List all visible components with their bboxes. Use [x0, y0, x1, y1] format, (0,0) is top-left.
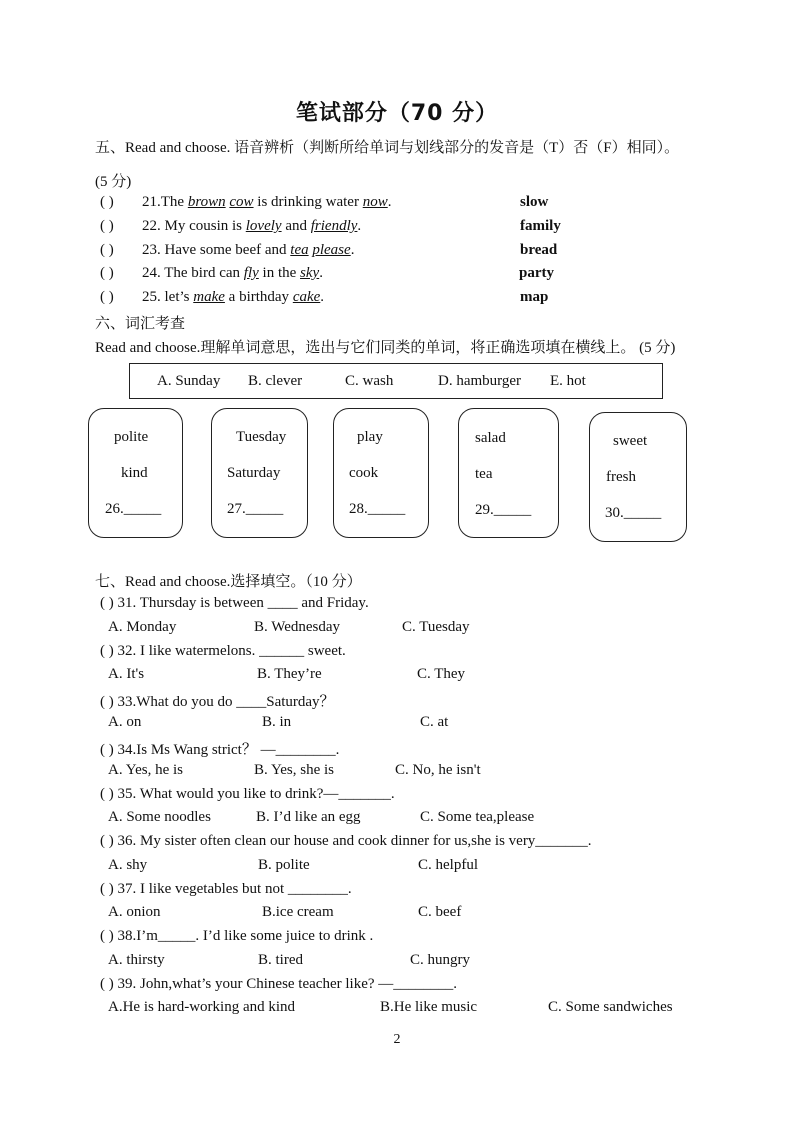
page-number: 2: [393, 1032, 401, 1047]
answer-bracket[interactable]: ( ): [100, 218, 114, 234]
question-stem: ( ) 34.Is Ms Wang strict？ —________.: [100, 742, 340, 758]
underlined-word: make: [193, 289, 225, 305]
section5-score: (5 分): [95, 174, 132, 190]
card-blank[interactable]: 27._____: [227, 501, 284, 517]
phonics-item: [100, 218, 361, 235]
section5-heading: 五、Read and choose. 语音辨析（判断所给单词与划线部分的发音是（T）否（F）相同）。: [95, 140, 680, 156]
question-stem: ( ) 33.What do you do ____Saturday？: [100, 694, 335, 710]
underlined-word: now: [362, 194, 388, 210]
card-word: Tuesday: [236, 429, 287, 445]
underlined-word: sky: [300, 265, 320, 281]
option-a: A. Sunday: [157, 373, 221, 389]
sentence-text: .: [350, 242, 355, 258]
choice-c[interactable]: C. beef: [418, 904, 462, 920]
card-word: polite: [114, 429, 149, 445]
option-e: E. hot: [550, 373, 586, 389]
word-card: [458, 408, 559, 538]
card-blank[interactable]: 29._____: [475, 502, 532, 518]
compare-word: bread: [520, 242, 558, 258]
card-word: Saturday: [227, 465, 281, 481]
choice-a[interactable]: A. on: [108, 714, 142, 730]
question-stem: ( ) 37. I like vegetables but not ________.: [100, 881, 352, 897]
sentence-text: .: [319, 265, 323, 281]
choice-c[interactable]: C. helpful: [418, 857, 478, 873]
card-word: cook: [349, 465, 379, 481]
underlined-word: cow: [229, 194, 254, 210]
answer-bracket[interactable]: ( ): [100, 265, 114, 281]
sentence-text: 24. The bird can: [142, 265, 244, 281]
underlined-word: tea: [290, 242, 309, 258]
card-word: fresh: [606, 469, 636, 485]
question-stem: ( ) 31. Thursday is between ____ and Friday.: [100, 595, 369, 611]
sentence-text: and: [281, 218, 311, 234]
underlined-word: lovely: [245, 218, 282, 234]
sentence-text: a birthday: [224, 289, 293, 305]
choice-b[interactable]: B. in: [262, 714, 292, 730]
answer-bracket[interactable]: ( ): [100, 194, 114, 210]
sentence-text: .: [387, 194, 392, 210]
page-title: 笔试部分（70 分）: [295, 101, 499, 126]
choice-b[interactable]: B. polite: [258, 857, 310, 873]
phonics-item: [100, 265, 323, 282]
card-word: play: [357, 429, 383, 445]
choice-b[interactable]: B.ice cream: [262, 904, 334, 920]
choice-c[interactable]: C. hungry: [410, 952, 470, 968]
phonics-item: [100, 194, 391, 211]
choice-c[interactable]: C. at: [420, 714, 449, 730]
word-card: [589, 412, 687, 542]
sentence-text: 25. let’s: [142, 289, 194, 305]
compare-word: map: [520, 289, 549, 305]
option-b: B. clever: [248, 373, 303, 389]
choice-a[interactable]: A. shy: [108, 857, 148, 873]
sentence-text: 21.The: [142, 194, 188, 210]
underlined-word: cake: [292, 289, 321, 305]
card-blank[interactable]: 28._____: [349, 501, 406, 517]
option-d: D. hamburger: [438, 373, 522, 389]
choice-a[interactable]: A. onion: [108, 904, 161, 920]
choice-b[interactable]: B. I’d like an egg: [256, 809, 361, 825]
answer-bracket[interactable]: ( ): [100, 242, 114, 258]
word-card: [211, 408, 308, 538]
question-stem: ( ) 32. I like watermelons. ______ sweet.: [100, 643, 346, 659]
choice-a[interactable]: A. Some noodles: [108, 809, 211, 825]
choice-b[interactable]: B.He like music: [380, 999, 478, 1015]
underlined-word: brown: [187, 194, 226, 210]
choice-b[interactable]: B. tired: [258, 952, 303, 968]
compare-word: family: [520, 218, 561, 234]
card-word: kind: [121, 465, 148, 481]
compare-word: slow: [520, 194, 549, 210]
sentence-text: 23. Have some beef and: [142, 242, 291, 258]
underlined-word: please: [312, 242, 351, 258]
card-blank[interactable]: 30._____: [605, 505, 662, 521]
option-c: C. wash: [345, 373, 394, 389]
word-card: [88, 408, 183, 538]
card-word: salad: [475, 430, 506, 446]
question-stem: ( ) 39. John,what’s your Chinese teacher like? —________.: [100, 976, 458, 992]
phonics-item: [100, 289, 324, 306]
choice-c[interactable]: C. Tuesday: [402, 619, 470, 635]
compare-word: party: [519, 265, 554, 281]
choice-b[interactable]: B. Wednesday: [254, 619, 341, 635]
choice-b[interactable]: B. Yes, she is: [254, 762, 335, 778]
choice-b[interactable]: B. They’re: [257, 666, 322, 682]
answer-bracket[interactable]: ( ): [100, 289, 114, 305]
section7-heading: 七、Read and choose.选择填空。（10 分）: [95, 574, 362, 590]
choice-a[interactable]: A. thirsty: [108, 952, 165, 968]
sentence-text: 22. My cousin is: [142, 218, 246, 234]
choice-c[interactable]: C. Some tea,please: [420, 809, 535, 825]
underlined-word: friendly: [310, 218, 358, 234]
sentence-text: is drinking water: [253, 194, 363, 210]
card-blank[interactable]: 26._____: [105, 501, 162, 517]
choice-a[interactable]: A. It's: [108, 666, 145, 682]
question-stem: ( ) 38.I’m_____. I’d like some juice to drink .: [100, 928, 374, 944]
underlined-word: fly: [243, 265, 259, 281]
sentence-text: .: [320, 289, 325, 305]
sentence-text: .: [357, 218, 362, 234]
choice-c[interactable]: C. They: [417, 666, 466, 682]
section6-instruction: Read and choose.理解单词意思，选出与它们同类的单词，将正确选项填在横线上。 (5 分): [95, 340, 676, 356]
sentence-text: in the: [258, 265, 301, 281]
phonics-item: [100, 242, 354, 259]
choice-a[interactable]: A. Yes, he is: [108, 762, 184, 778]
choice-c[interactable]: C. No, he isn't: [395, 762, 481, 778]
section6-heading: 六、词汇考查: [95, 316, 186, 332]
card-word: tea: [475, 466, 493, 482]
choice-c[interactable]: C. Some sandwiches: [548, 999, 673, 1015]
choice-a[interactable]: A.He is hard-working and kind: [108, 999, 296, 1015]
card-word: sweet: [613, 433, 648, 449]
question-stem: ( ) 35. What would you like to drink?—_______.: [100, 786, 395, 802]
question-stem: ( ) 36. My sister often clean our house and cook dinner for us,she is very_______.: [100, 833, 592, 849]
choice-a[interactable]: A. Monday: [108, 619, 177, 635]
word-card: [333, 408, 429, 538]
options-box: [129, 363, 663, 399]
